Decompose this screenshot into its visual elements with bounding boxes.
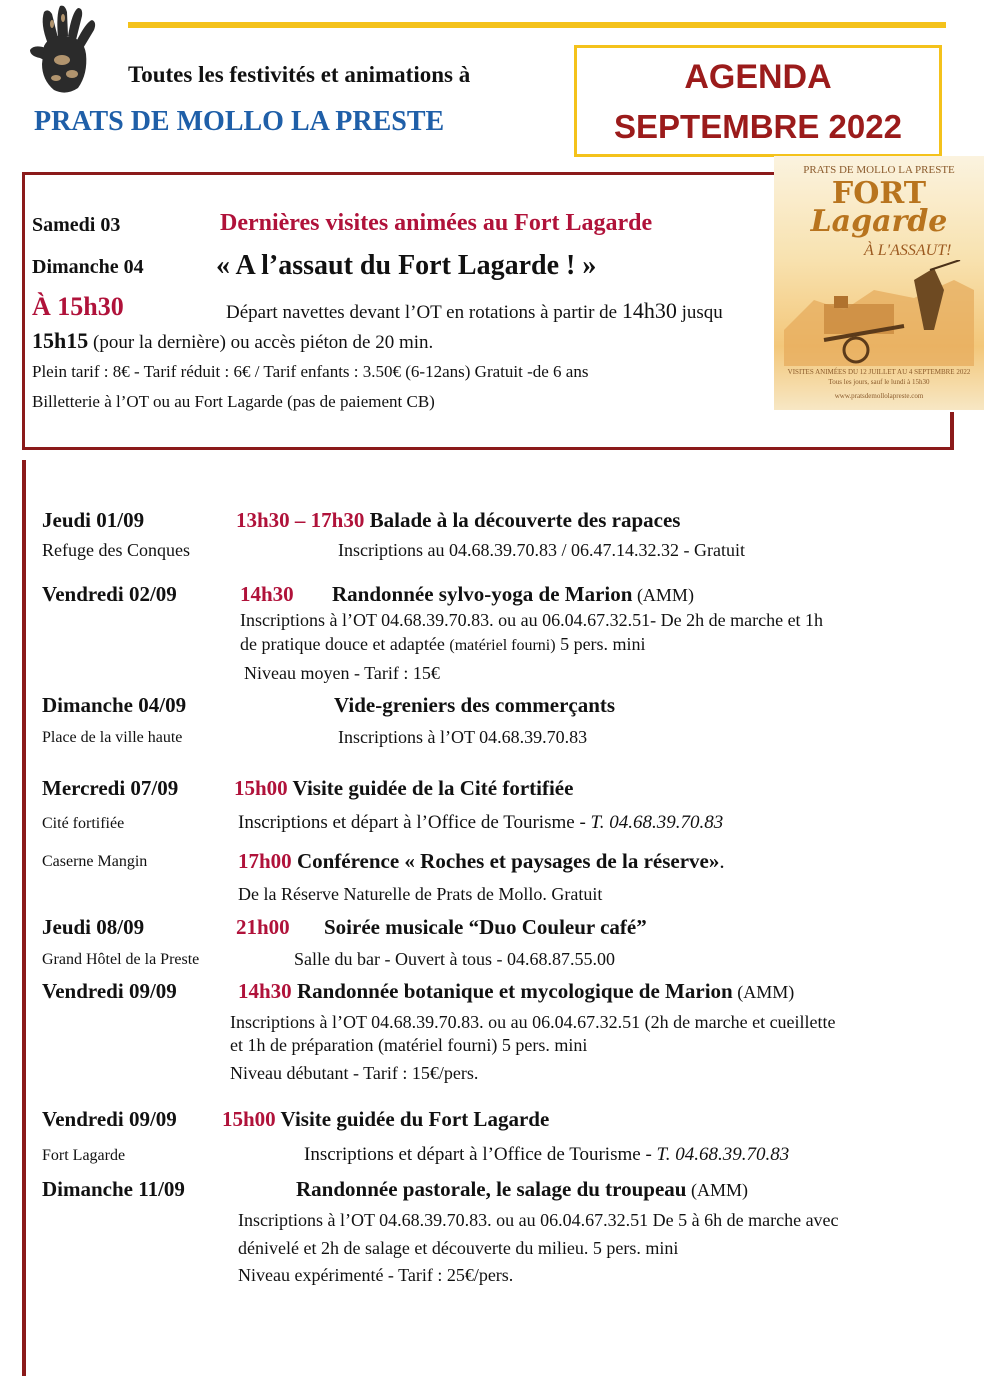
event-info-part: 5 pers. mini bbox=[555, 634, 646, 654]
last-shuttle-time: 15h15 bbox=[32, 328, 89, 353]
shuttle-time: 14h30 bbox=[621, 298, 677, 323]
featured-frame-bottom bbox=[22, 447, 952, 450]
shuttle-text: Départ navettes devant l’OT en rotations à partir de bbox=[226, 302, 622, 323]
featured-frame-left bbox=[22, 172, 25, 450]
event-day: Vendredi 02/09 bbox=[42, 582, 177, 606]
event-info: et 1h de préparation (matériel fourni) 5 pers. mini bbox=[230, 1035, 588, 1055]
event-place: Place de la ville haute bbox=[42, 729, 183, 746]
event-day: Mercredi 07/09 bbox=[42, 776, 179, 800]
poster-sub: Tous les jours, sauf le lundi à 15h30 bbox=[828, 378, 930, 386]
featured-prices: Plein tarif : 8€ - Tarif réduit : 6€ / Tarif enfants : 3.50€ (6-12ans) Gratuit -de 6 ans bbox=[32, 362, 589, 381]
event-title: Balade à la découverte des rapaces bbox=[364, 508, 681, 532]
event-info: Inscriptions à l’OT 04.68.39.70.83. ou au 06.04.67.32.51- De 2h de marche et 1h bbox=[240, 610, 824, 630]
event-place: Caserne Mangin bbox=[42, 853, 148, 870]
featured-frame-right bbox=[950, 412, 954, 450]
event-day: Jeudi 01/09 bbox=[42, 508, 145, 532]
event-time: 13h30 – 17h30 bbox=[236, 508, 365, 532]
event-place: Fort Lagarde bbox=[42, 1147, 126, 1164]
agenda-title: AGENDA bbox=[684, 58, 832, 96]
event-place: Refuge des Conques bbox=[42, 540, 190, 560]
event-place: Cité fortifiée bbox=[42, 815, 125, 832]
event-heading bbox=[234, 776, 573, 801]
last-shuttle-text: (pour la dernière) ou accès piéton de 20 min. bbox=[88, 332, 434, 353]
event-heading bbox=[236, 508, 680, 533]
event-info: De la Réserve Naturelle de Prats de Mollo. Gratuit bbox=[238, 884, 603, 904]
event-tag: (AMM) bbox=[732, 982, 795, 1002]
event-tag: (AMM) bbox=[686, 1180, 748, 1200]
handprint-icon bbox=[26, 4, 108, 96]
header-rule bbox=[128, 22, 946, 28]
event-time: 14h30 bbox=[240, 582, 294, 606]
town-name: PRATS DE MOLLO LA PRESTE bbox=[34, 106, 445, 137]
event-phone: T. 04.68.39.70.83 bbox=[590, 812, 724, 833]
event-title: Vide-greniers des commerçants bbox=[334, 693, 616, 717]
event-day: Jeudi 08/09 bbox=[42, 915, 145, 939]
header-intro: Toutes les festivités et animations à bbox=[128, 62, 471, 87]
shuttle-text-end: jusqu bbox=[676, 302, 723, 323]
event-tag: (AMM) bbox=[632, 585, 694, 605]
event-info bbox=[238, 812, 723, 834]
event-info-part: de pratique douce et adaptée bbox=[240, 634, 450, 654]
event-day: Dimanche 04/09 bbox=[42, 693, 187, 717]
featured-frame-top bbox=[22, 172, 786, 175]
poster-illustration bbox=[784, 260, 974, 366]
event-info: Inscriptions à l’OT 04.68.39.70.83. ou au 06.04.67.32.51 (2h de marche et cueillette bbox=[230, 1012, 836, 1032]
featured-shuttle bbox=[226, 298, 723, 324]
event-day: Dimanche 11/09 bbox=[42, 1177, 185, 1201]
event-time: 15h00 bbox=[234, 776, 288, 800]
featured-title-1: Dernières visites animées au Fort Lagarde bbox=[220, 210, 653, 236]
event-info: Niveau expérimenté - Tarif : 25€/pers. bbox=[238, 1265, 514, 1285]
poster-fort: FORT bbox=[831, 176, 927, 211]
event-info-part: Inscriptions et départ à l’Office de Tourisme - bbox=[238, 812, 591, 833]
event-info: Salle du bar - Ouvert à tous - 04.68.87.55.00 bbox=[294, 949, 615, 969]
featured-day-2: Dimanche 04 bbox=[32, 256, 144, 278]
event-place: Grand Hôtel de la Preste bbox=[42, 951, 200, 968]
poster-assaut: À L'ASSAUT! bbox=[864, 242, 952, 259]
event-info: Inscriptions au 04.68.39.70.83 / 06.47.14.32.32 - Gratuit bbox=[338, 540, 745, 560]
agenda-box bbox=[574, 45, 942, 157]
event-info: dénivelé et 2h de salage et découverte du milieu. 5 pers. mini bbox=[238, 1238, 679, 1258]
left-accent-bar bbox=[22, 460, 26, 1376]
agenda-month: SEPTEMBRE 2022 bbox=[614, 108, 902, 145]
event-info-part: Inscriptions et départ à l’Office de Tourisme - bbox=[304, 1144, 657, 1165]
event-time: 15h00 bbox=[222, 1107, 276, 1131]
event-info: Niveau moyen - Tarif : 15€ bbox=[244, 663, 440, 683]
event-phone: T. 04.68.39.70.83 bbox=[656, 1144, 790, 1165]
event-time: 14h30 bbox=[238, 979, 292, 1003]
event-heading bbox=[222, 1107, 549, 1132]
event-title: Randonnée sylvo-yoga de Marion bbox=[332, 582, 633, 606]
featured-title-2: « A l’assaut du Fort Lagarde ! » bbox=[216, 250, 597, 281]
event-title: Randonnée botanique et mycologique de Marion bbox=[291, 979, 733, 1003]
featured-last-shuttle bbox=[32, 328, 433, 354]
featured-time: À 15h30 bbox=[32, 292, 124, 321]
poster-top: PRATS DE MOLLO LA PRESTE bbox=[803, 164, 955, 176]
event-info-part: (matériel fourni) bbox=[449, 637, 556, 654]
event-heading bbox=[332, 582, 694, 607]
event-info: Inscriptions à l’OT 04.68.39.70.83 bbox=[338, 727, 588, 747]
event-title-dot: . bbox=[719, 849, 725, 873]
featured-day-1: Samedi 03 bbox=[32, 214, 121, 236]
poster-dates: VISITES ANIMÉES DU 12 JUILLET AU 4 SEPTEMBRE 2022 bbox=[787, 368, 971, 376]
event-info bbox=[304, 1144, 789, 1166]
event-info: Inscriptions à l’OT 04.68.39.70.83. ou au 06.04.67.32.51 De 5 à 6h de marche avec bbox=[238, 1210, 839, 1230]
poster-url: www.pratsdemollolapreste.com bbox=[834, 392, 924, 400]
event-title: Conférence « Roches et paysages de la réserve» bbox=[291, 849, 720, 873]
event-day: Vendredi 09/09 bbox=[42, 979, 177, 1003]
event-title: Soirée musicale “Duo Couleur café” bbox=[324, 915, 647, 939]
event-day: Vendredi 09/09 bbox=[42, 1107, 177, 1131]
event-info: Niveau débutant - Tarif : 15€/pers. bbox=[230, 1063, 479, 1083]
event-info bbox=[240, 634, 646, 655]
event-title: Visite guidée du Fort Lagarde bbox=[275, 1107, 550, 1131]
event-title: Randonnée pastorale, le salage du troupeau bbox=[296, 1177, 687, 1201]
fort-lagarde-poster bbox=[774, 156, 984, 410]
featured-tickets: Billetterie à l’OT ou au Fort Lagarde (pas de paiement CB) bbox=[32, 392, 435, 411]
poster-lagarde: Lagarde bbox=[810, 204, 948, 239]
event-heading bbox=[238, 979, 794, 1004]
event-time: 21h00 bbox=[236, 915, 290, 939]
event-heading bbox=[296, 1177, 748, 1202]
event-time: 17h00 bbox=[238, 849, 292, 873]
event-heading bbox=[238, 849, 725, 874]
event-title: Visite guidée de la Cité fortifiée bbox=[287, 776, 574, 800]
